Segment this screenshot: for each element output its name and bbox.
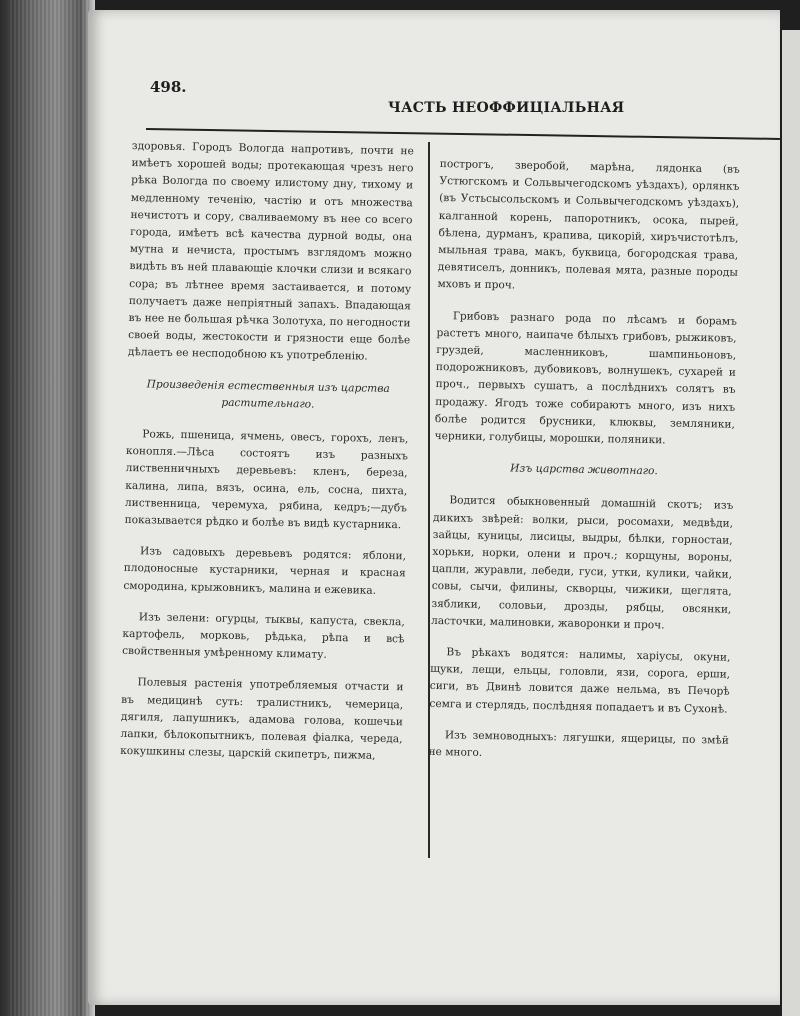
paragraph: Изъ зелени: огурцы, тыквы, капуста, свекла, картофель, морковь, рѣдька, рѣпа и всѣ свойственныя умѣренному климату.: [122, 611, 405, 662]
paragraph: Изъ земноводныхъ: лягушки, ящерицы, по змѣй не много.: [428, 729, 729, 760]
page-number: 498.: [150, 78, 187, 96]
paragraph: Рожь, пшеница, ячмень, овесъ, горохъ, ленъ, конопля.—Лѣса состоятъ изъ разныхъ лиственничныхъ деревьевъ: кленъ, береза, калина, липа, вязъ, осина, ель, сосна, пихта, лиственница, черемуха, рябина, кедръ;—дубъ показывается рѣдко и болѣе въ видѣ кустарника.: [124, 428, 409, 532]
paragraph: Грибовъ разнаго рода по лѣсамъ и борамъ растетъ много, наипаче бѣлыхъ грибовъ, рыжиковъ, груздей, масленниковъ, шампиньоновъ, подорожниковъ, дубовиковъ, волнушекъ, сухарей и проч., первыхъ сушатъ, а послѣднихъ солятъ въ продажу. Ягодъ тоже собираютъ много, изъ нихъ болѣе родится брусники, клюквы, земляники, черники, голубицы, морошки, поляники.: [434, 309, 737, 447]
left-column: [120, 138, 414, 780]
right-column: [428, 156, 740, 781]
paragraph: Полевыя растенія употребляемыя отчасти и въ медицинѣ суть: тралистникъ, чемерица, дягиля, лапушникъ, адамова голова, кошечьи лапки, бѣлокопытникъ, полевая фіалка, череда, кокушкины слезы, царскій скипетръ, пижма,: [120, 676, 404, 763]
section-heading: Изъ царства животнаго.: [510, 462, 658, 478]
running-head: ЧАСТЬ НЕОФФИЦІАЛЬНАЯ: [388, 100, 625, 116]
book-page: [88, 10, 780, 1005]
adjacent-page-strip: [782, 30, 800, 1016]
paragraph: здоровья. Городъ Вологда напротивъ, почти не имѣетъ хорошей воды; протекающая чрезъ него рѣка Вологда по своему илистому дну, тихому и медленному теченію, частію и отъ множества нечистотъ и сору, сваливаемому въ нее со всего города, имѣетъ всѣ качества дурной воды, она мутна и нечиста, простымъ взглядомъ можно видѣть въ ней плавающіе клочки слизи и всякаго сора; въ лѣтнее время застаивается, и потому получаетъ даже непріятный запахъ. Впадающая въ нее не большая рѣчка Золотуха, по негодности своей воды, жестокости и грязности еще болѣе дѣлаетъ ее несподобною къ употребленію.: [127, 139, 414, 364]
paragraph: Водится обыкновенный домашній скотъ; изъ дикихъ звѣрей: волки, рыси, росомахи, медвѣди, зайцы, куницы, лисицы, выдры, бѣлки, горностаи, хорьки, норки, олени и проч.; корщуны, вороны, цапли, журавли, лебеди, гуси, утки, кулики, чайки, совы, сычи, филины, скворцы, чижики, щеглята, зяблики, соловьи, дрозды, рябцы, овсянки, ласточки, малиновки, жаворонки и проч.: [430, 494, 734, 632]
book-page-edges: [0, 0, 95, 1016]
paragraph: Изъ садовыхъ деревьевъ родятся: яблони, плодоносные кустарники, черная и красная смородина, крыжовникъ, малина и ежевика.: [123, 545, 407, 597]
header-rule: [146, 128, 780, 140]
paragraph: Въ рѣкахъ водятся: налимы, харіусы, окуни, щуки, лещи, ельцы, головли, язи, сорога, ерши, сиги, въ Двинѣ ловится даже нельма, въ Печорѣ семга и стерлядь, послѣдняя попадаетъ и въ Сухонѣ.: [429, 646, 731, 716]
paragraph: построгъ, зверобой, марѣна, лядонка (въ Устюгскомъ и Сольвычегодскомъ уѣздахъ), орлянкъ (въ Устьсысольскомъ и Сольвычегодскомъ уѣздахъ), калганной корень, папоротникъ, осока, пырей, бѣлена, дурманъ, крапива, цикорій, хиръчистотѣлъ, мыльная трава, макъ, буквица, богородская трава, девятиселъ, донникъ, полевая мята, разные породы мховъ и проч.: [437, 157, 740, 292]
section-heading: Произведенія естественныя изъ царства растительнаго.: [146, 377, 390, 411]
